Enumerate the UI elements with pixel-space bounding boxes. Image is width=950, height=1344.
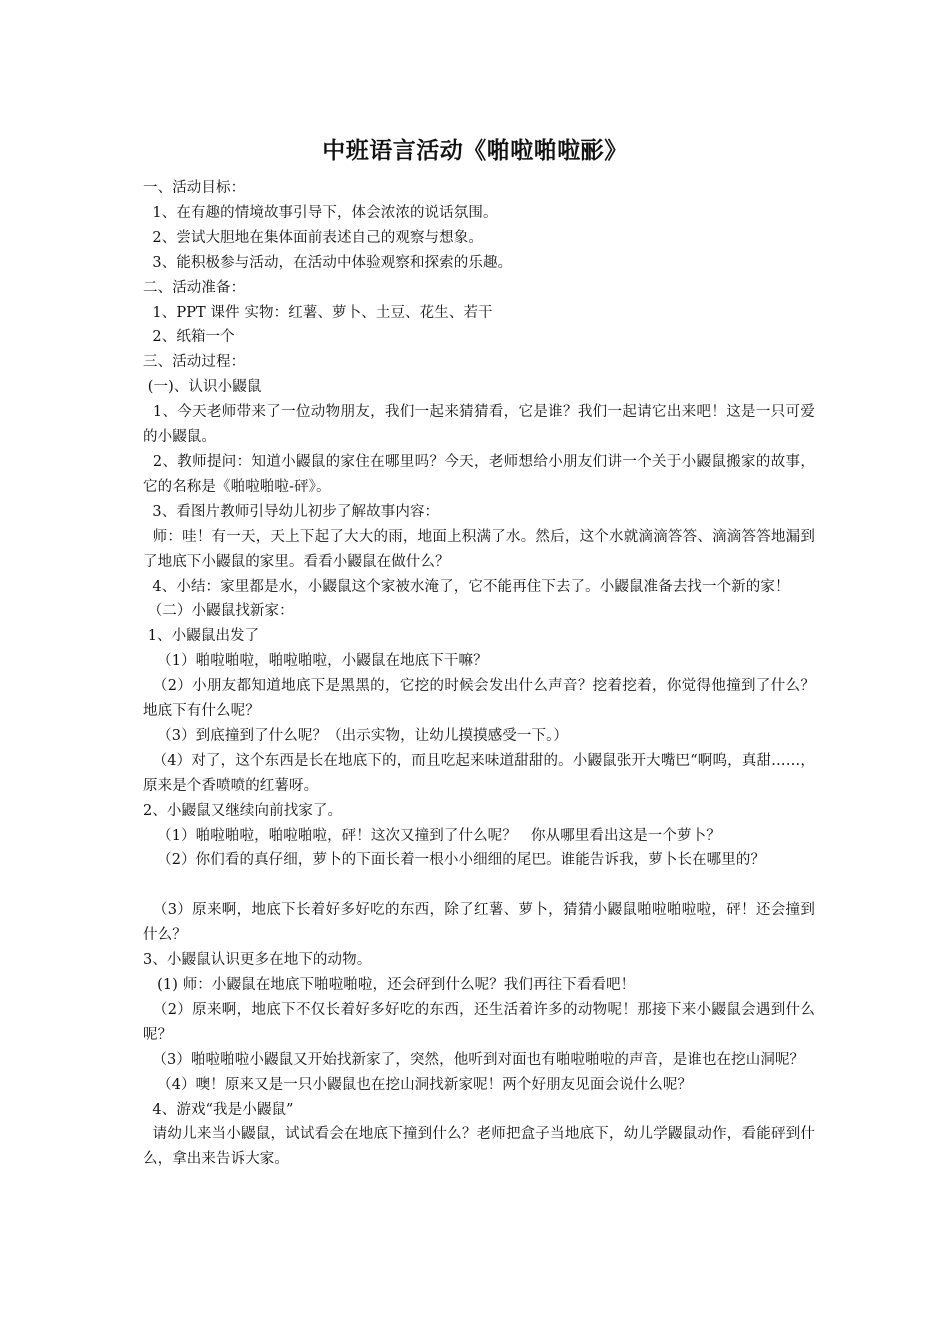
paragraph: 4、游戏“我是小鼹鼠” bbox=[143, 1101, 294, 1118]
paragraph: （4）对了，这个东西是长在地底下的，而且吃起来味道甜甜的。小鼹鼠张开大嘴巴“啊呜，真甜……，原来是个香喷喷的红薯呀。 bbox=[143, 752, 816, 794]
paragraph: （2）小朋友都知道地底下是黑黑的，它挖的时候会发出什么声音？挖着挖着，你觉得他撞到了什么？地底下有什么呢？ bbox=[143, 678, 815, 720]
paragraph: 一、活动目标： bbox=[143, 180, 246, 196]
paragraph: （3）啪啦啪啦小鼹鼠又开始找新家了，突然，他听到对面也有啪啦啪啦的声音，是谁也在挖山洞呢？ bbox=[143, 1051, 805, 1068]
paragraph: 1、在有趣的情境故事引导下，体会浓浓的说话氛围。 bbox=[143, 204, 498, 221]
paragraph: 2、纸箱一个 bbox=[143, 329, 235, 346]
paragraph: 1、今天老师带来了一位动物朋友，我们一起来猜猜看，它是谁？我们一起请它出来吧！这是一只可爱的小鼹鼠。 bbox=[143, 404, 815, 446]
paragraph: （1）啪啦啪啦，啪啦啪啦，小鼹鼠在地底下干嘛？ bbox=[143, 653, 488, 670]
paragraph: （1）啪啦啪啦，啪啦啪啦，砰！这次又撞到了什么呢？ 你从哪里看出这是一个萝卜？ bbox=[143, 827, 721, 844]
paragraph: 3、看图片教师引导幼儿初步了解故事内容： bbox=[143, 503, 440, 520]
paragraph: 请幼儿来当小鼹鼠，试试看会在地底下撞到什么？老师把盒子当地底下，幼儿学鼹鼠动作，看能砰到什么，拿出来告诉大家。 bbox=[143, 1126, 816, 1168]
paragraph: （3）原来啊，地底下长着好多好吃的东西，除了红薯、萝卜，猜猜小鼹鼠啪啦啪啦啦，砰！还会撞到什么？ bbox=[143, 902, 815, 944]
paragraph: 三、活动过程： bbox=[143, 354, 246, 371]
paragraph: (一)、认识小鼹鼠 bbox=[143, 379, 262, 396]
paragraph: （2）原来啊，地底下不仅长着好多好吃的东西，还生活着许多的动物呢！那接下来小鼹鼠会遇到什么呢？ bbox=[143, 1001, 815, 1043]
paragraph: （二）小鼹鼠找新家： bbox=[143, 603, 294, 620]
paragraph: 二、活动准备： bbox=[143, 279, 246, 296]
document-title: 中班语言活动《啪啦啪啦彨》 bbox=[322, 138, 628, 164]
paragraph: （2）你们看的真仔细，萝卜的下面长着一根小小细细的尾巴。谁能告诉我，萝卜长在哪里的？ bbox=[143, 852, 766, 869]
paragraph: （3）到底撞到了什么呢？（出示实物，让幼儿摸摸感受一下。） bbox=[143, 727, 569, 744]
paragraph: 3、小鼹鼠认识更多在地下的动物。 bbox=[143, 952, 372, 969]
paragraph: 1、PPT 课件 实物：红薯、萝卜、土豆、花生、若干 bbox=[143, 304, 493, 321]
paragraph: 2、教师提问：知道小鼹鼠的家住在哪里吗？今天，老师想给小朋友们讲一个关于小鼹鼠搬家的故事，它的名称是《啪啦啪啦-砰》。 bbox=[143, 453, 815, 495]
paragraph: 1、小鼹鼠出发了 bbox=[143, 628, 260, 645]
paragraph: 2、尝试大胆地在集体面前表述自己的观察与想象。 bbox=[143, 229, 483, 246]
paragraph: 4、小结：家里都是水，小鼹鼠这个家被水淹了，它不能再住下去了。小鼹鼠准备去找一个新的家！ bbox=[143, 578, 790, 595]
document-body bbox=[143, 176, 815, 1172]
paragraph: （4）噢！原来又是一只小鼹鼠也在挖山洞找新家呢！两个好朋友见面会说什么呢？ bbox=[143, 1076, 693, 1093]
paragraph: 2、小鼹鼠又继续向前找家了。 bbox=[143, 802, 343, 819]
paragraph: 师：哇！有一天，天上下起了大大的雨，地面上积满了水。然后，这个水就滴滴答答、滴滴答答地漏到了地底下小鼹鼠的家里。看看小鼹鼠在做什么？ bbox=[143, 528, 816, 570]
paragraph: 3、能积极参与活动，在活动中体验观察和探索的乐趣。 bbox=[143, 254, 513, 271]
blank-line bbox=[143, 873, 815, 898]
paragraph: (1) 师：小鼹鼠在地底下啪啦啪啦，还会砰到什么呢？我们再往下看看吧！ bbox=[143, 976, 636, 993]
